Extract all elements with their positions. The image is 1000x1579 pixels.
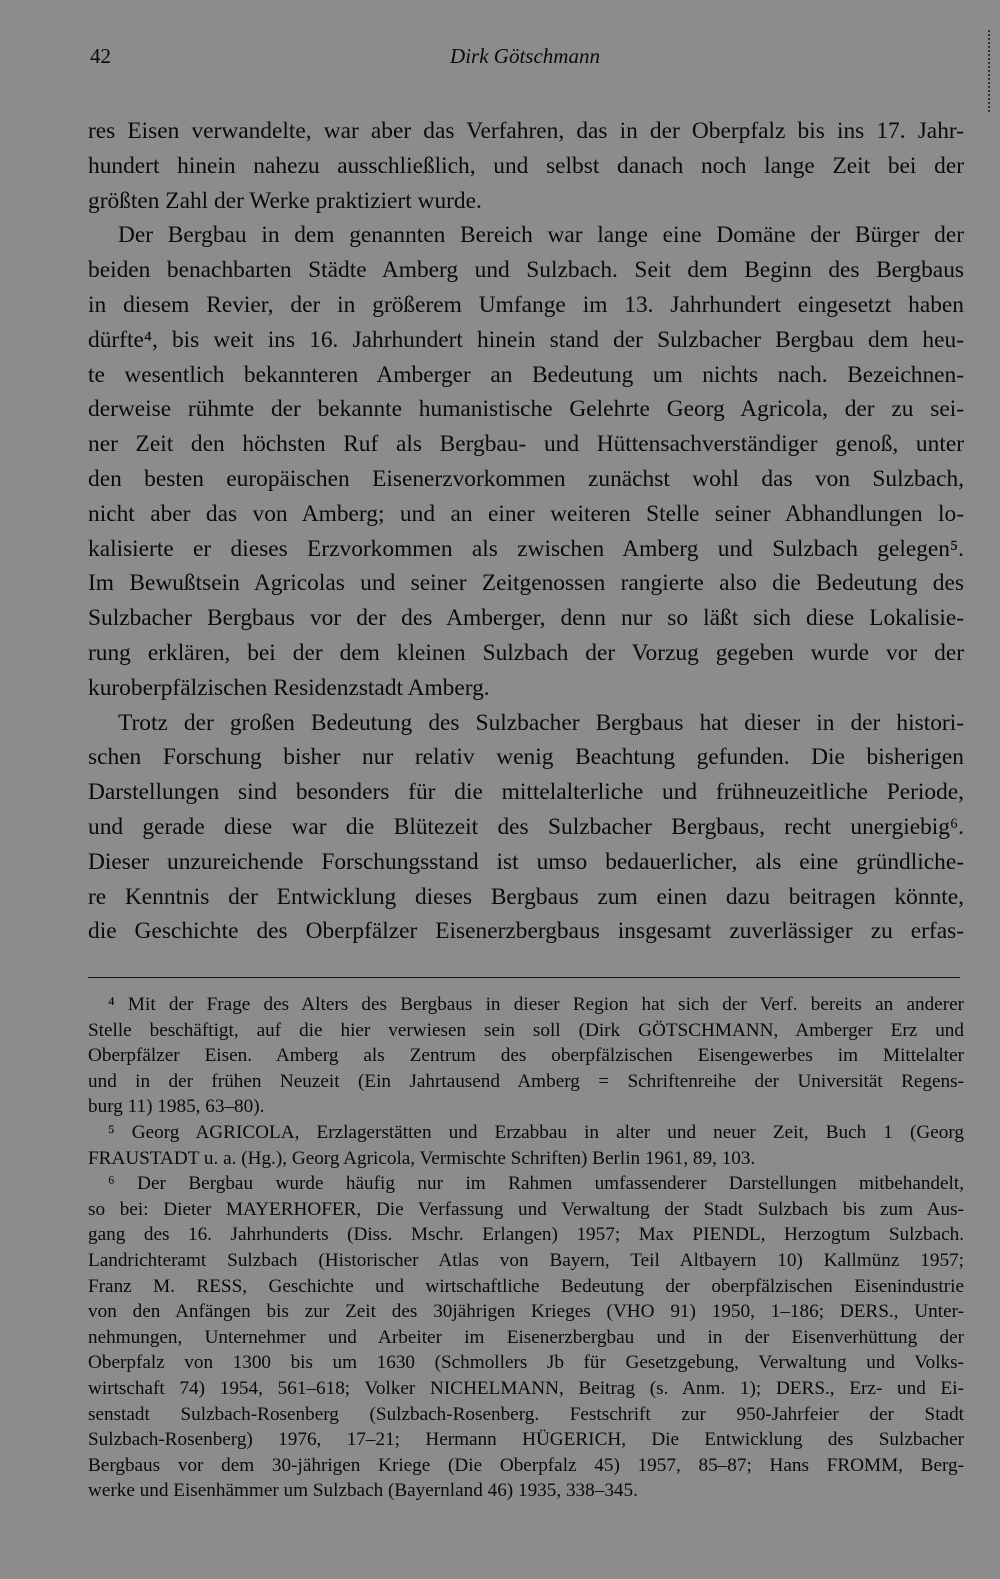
footnote-line: Landrichteramt Sulzbach (Historischer Atlas von Bayern, Teil Altbayern 10) Kallmünz 1957; [88,1249,964,1271]
body-line: Sulzbacher Bergbaus vor der des Amberger, denn nur so läßt sich diese Lokalisie- [88,605,964,632]
body-line: und gerade diese war die Blütezeit des Sulzbacher Bergbaus, recht unergiebig⁶. [88,813,964,840]
footnote-separator [88,977,960,978]
body-line: res Eisen verwandelte, war aber das Verfahren, das in der Oberpfalz bis ins 17. Jahr- [88,118,964,144]
body-line: den besten europäischen Eisenerzvorkommen zunächst wohl das von Sulzbach, [88,465,964,492]
footnote-line: Stelle beschäftigt, auf die hier verwiesen sein soll (Dirk GÖTSCHMANN, Amberger Erz und [88,1019,964,1041]
body-line: größten Zahl der Werke praktiziert wurde. [88,187,482,214]
body-line: nicht aber das von Amberg; und an einer weiteren Stelle seiner Abhandlungen lo- [88,500,964,527]
footnote-line: Oberpfalz von 1300 bis um 1630 (Schmollers Jb für Gesetzgebung, Verwaltung und Volks- [88,1352,964,1374]
body-line: die Geschichte des Oberpfälzer Eisenerzbergbaus insgesamt zuverlässiger zu erfas- [88,918,964,945]
body-line: rung erklären, bei der dem kleinen Sulzbach der Vorzug gegeben wurde vor der [88,639,964,666]
footnote-line: nehmungen, Unternehmer und Arbeiter im Eisenerzbergbau und in der Eisenverhüttung der [88,1326,964,1348]
body-line: schen Forschung bisher nur relativ wenig Beachtung gefunden. Die bisherigen [88,744,964,771]
footnote-line: ⁴ Mit der Frage des Alters des Bergbaus in dieser Region hat sich der Verf. bereits an anderer [108,994,964,1015]
body-line: Dieser unzureichende Forschungsstand ist umso bedauerlicher, als eine gründliche- [88,848,964,875]
footnote-line: ⁵ Georg AGRICOLA, Erzlagerstätten und Erzabbau in alter und neuer Zeit, Buch 1 (Georg [108,1121,964,1143]
footnote-line: ⁶ Der Bergbau wurde häufig nur im Rahmen umfassenderer Darstellungen mitbehandelt, [108,1173,964,1195]
page-edge-mark [988,30,992,112]
footnote-line: senstadt Sulzbach-Rosenberg (Sulzbach-Rosenberg. Festschrift zur 950-Jahrfeier der Stadt [88,1403,964,1425]
footnote-line: so bei: Dieter MAYERHOFER, Die Verfassung und Verwaltung der Stadt Sulzbach bis zum Aus- [88,1198,964,1220]
footnote-line: Sulzbach-Rosenberg) 1976, 17–21; Hermann HÜGERICH, Die Entwicklung des Sulzbacher [88,1429,964,1451]
footnote-line: Bergbaus vor dem 30-jährigen Kriege (Die Oberpfalz 45) 1957, 85–87; Hans FROMM, Berg- [88,1454,964,1476]
page-header [90,44,960,74]
footnote-line: burg 11) 1985, 63–80). [88,1096,265,1118]
footnote-line: werke und Eisenhämmer um Sulzbach (Bayernland 46) 1935, 338–345. [88,1480,638,1502]
footnote-line: gang des 16. Jahrhunderts (Diss. Mschr. Erlangen) 1957; Max PIENDL, Herzogtum Sulzbach. [88,1224,964,1246]
main-text [88,114,964,949]
footnote-line: Franz M. RESS, Geschichte und wirtschaftliche Bedeutung der oberpfälzischen Eisenindustrie [88,1275,964,1297]
body-line: beiden benachbarten Städte Amberg und Sulzbach. Seit dem Beginn des Bergbaus [88,257,964,284]
body-line: re Kenntnis der Entwicklung dieses Bergbaus zum einen dazu beitragen könnte, [88,883,964,910]
body-line: ner Zeit den höchsten Ruf als Bergbau- und Hüttensachverständiger genoß, unter [88,431,964,458]
body-line: kuroberpfälzischen Residenzstadt Amberg. [88,674,490,701]
footnote-line: Oberpfälzer Eisen. Amberg als Zentrum des oberpfälzischen Eisengewerbes im Mittelalter [88,1045,964,1067]
footnote-line: FRAUSTADT u. a. (Hg.), Georg Agricola, Vermischte Schriften) Berlin 1961, 89, 103. [88,1147,756,1169]
page-number: 42 [90,44,111,68]
body-line: in diesem Revier, der in größerem Umfange im 13. Jahrhundert eingesetzt haben [88,291,964,318]
body-line: derweise rühmte der bekannte humanistische Gelehrte Georg Agricola, der zu sei- [88,396,964,423]
body-line: dürfte⁴, bis weit ins 16. Jahrhundert hinein stand der Sulzbacher Bergbau dem heu- [88,326,964,353]
body-line: kalisierte er dieses Erzvorkommen als zwischen Amberg und Sulzbach gelegen⁵. [88,535,964,562]
footnote-line: von den Anfängen bis zur Zeit des 30jährigen Krieges (VHO 91) 1950, 1–186; DERS., Unter- [88,1301,964,1323]
body-line: Im Bewußtsein Agricolas und seiner Zeitgenossen rangierte also die Bedeutung des [88,570,964,597]
body-line: hundert hinein nahezu ausschließlich, und selbst danach noch lange Zeit bei der [88,152,964,179]
footnote-line: und in der frühen Neuzeit (Ein Jahrtausend Amberg = Schriftenreihe der Universität Regens- [88,1070,964,1092]
body-line: Darstellungen sind besonders für die mittelalterliche und frühneuzeitliche Periode, [88,779,964,806]
body-line: Der Bergbau in dem genannten Bereich war lange eine Domäne der Bürger der [118,222,964,249]
footnotes [88,992,964,1504]
footnote-line: wirtschaft 74) 1954, 561–618; Volker NICHELMANN, Beitrag (s. Anm. 1); DERS., Erz- und Ei- [88,1377,964,1399]
body-line: te wesentlich bekannteren Amberger an Bedeutung um nichts nach. Bezeichnen- [88,361,964,388]
body-line: Trotz der großen Bedeutung des Sulzbacher Bergbaus hat dieser in der histori- [118,709,964,736]
running-head: Dirk Götschmann [450,44,600,68]
